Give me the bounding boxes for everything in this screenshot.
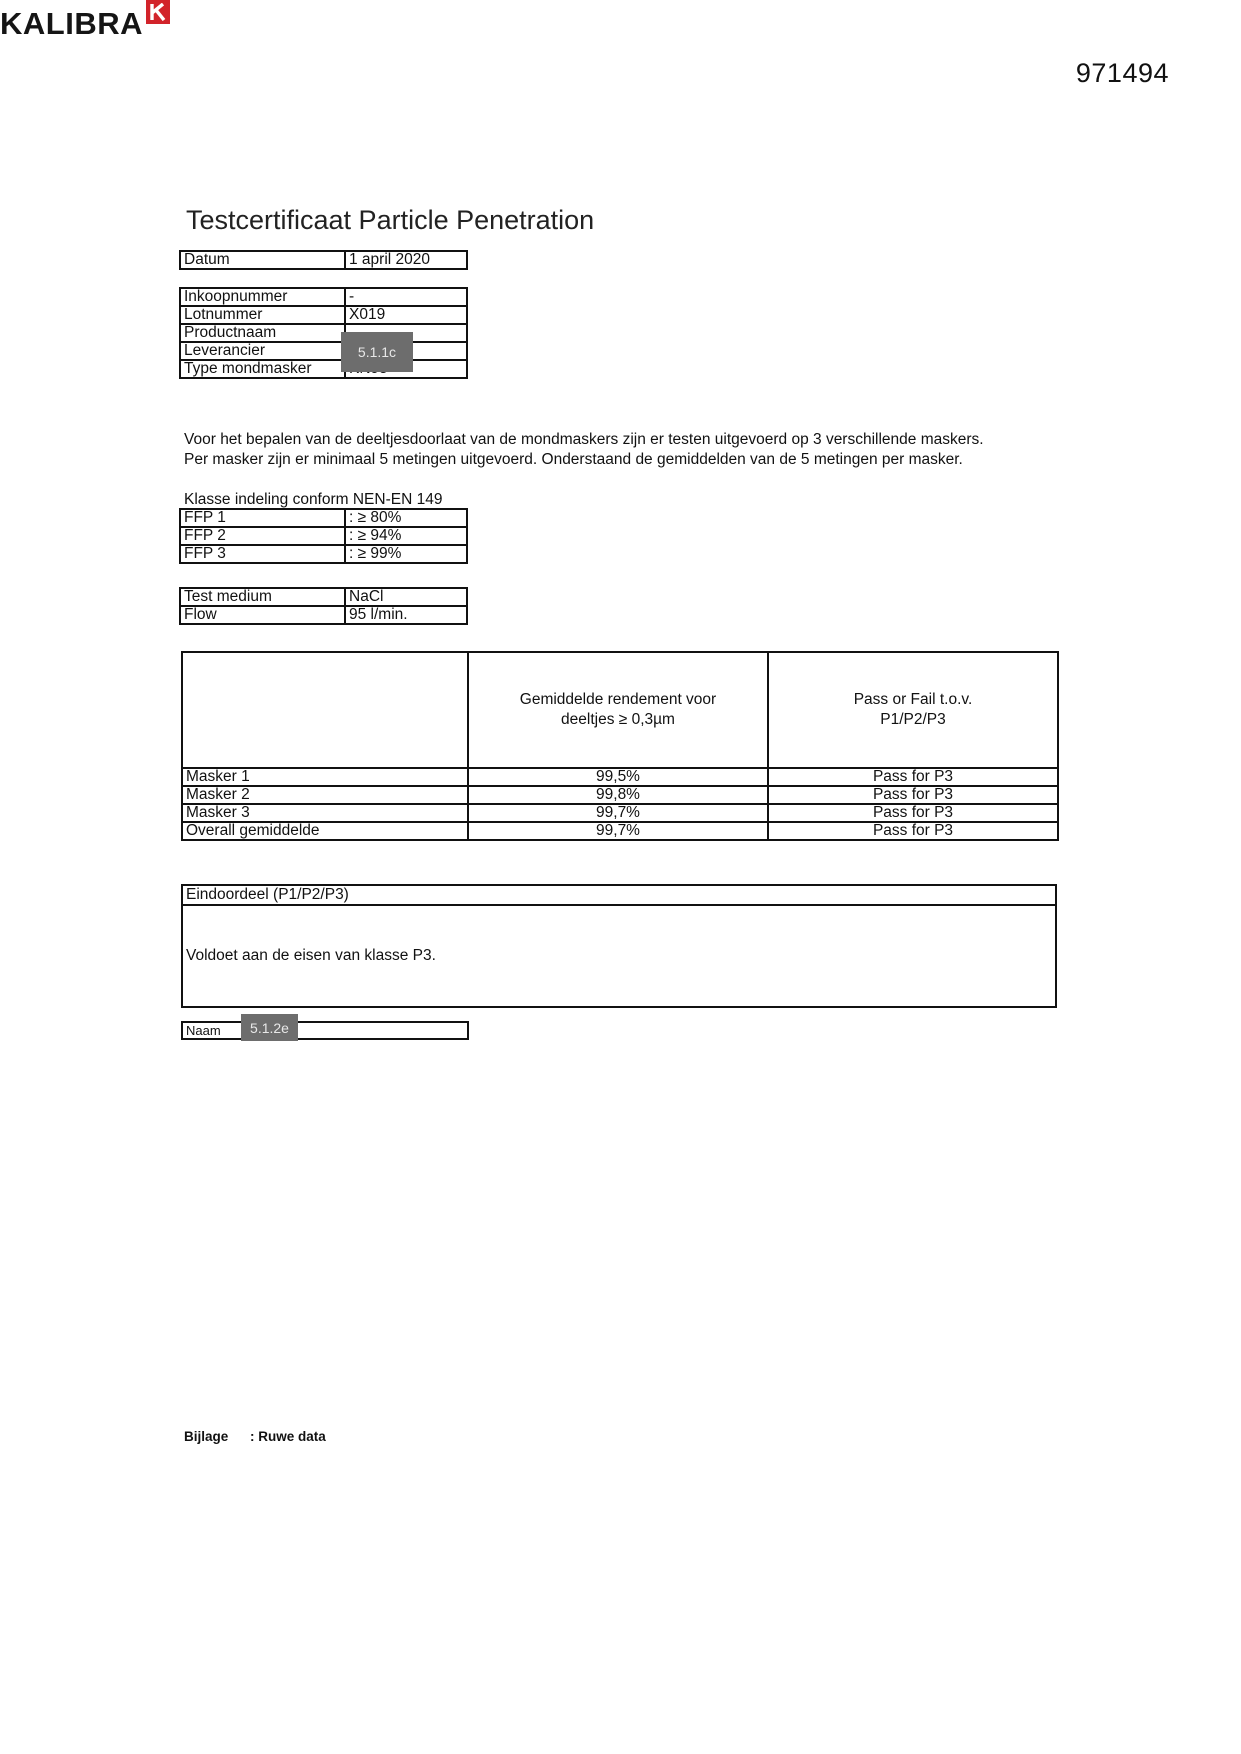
date-table (179, 250, 468, 270)
table-row (180, 342, 467, 360)
date-label: Datum (180, 251, 345, 269)
signature-field (181, 1021, 469, 1040)
table-row (180, 306, 467, 324)
flow-value: 95 l/min. (345, 606, 467, 624)
intro-line-1: Voor het bepalen van de deeltjesdoorlaat van de mondmaskers zijn er testen uitgevoerd op 3 verschillende maskers. (184, 431, 984, 448)
table-row (180, 606, 467, 624)
table-row (182, 786, 1058, 804)
conclusion-box (181, 884, 1057, 1008)
conclusion-text (183, 906, 1055, 1006)
attachment-label: Bijlage (184, 1429, 229, 1444)
results-header-empty (182, 652, 468, 768)
table-row (180, 527, 467, 545)
flow-label: Flow (180, 606, 345, 624)
header-text: Gemiddelde rendement voor (519, 691, 717, 708)
pass-fail-value: Pass for P3 (768, 768, 1058, 786)
class-table-caption: Klasse indeling conform NEN-EN 149 (184, 491, 443, 508)
kalibra-logo (0, 0, 1241, 39)
pass-fail-value: Pass for P3 (768, 822, 1058, 840)
table-row (180, 360, 467, 378)
efficiency-value: 99,5% (468, 768, 768, 786)
efficiency-value: 99,7% (468, 804, 768, 822)
mask-label: Masker 3 (182, 804, 468, 822)
purchase-number-label: Inkoopnummer (180, 288, 345, 306)
results-header-passfail (768, 652, 1058, 768)
conclusion-value: Voldoet aan de eisen van klasse P3. (186, 947, 436, 964)
conclusion-header: Eindoordeel (P1/P2/P3) (183, 886, 1055, 906)
header-text: Pass or Fail t.o.v. (853, 691, 973, 708)
test-medium-label: Test medium (180, 588, 345, 606)
logo-k-icon (146, 0, 170, 24)
pass-fail-value: Pass for P3 (768, 804, 1058, 822)
signature-label: Naam (186, 1023, 221, 1038)
class-value: : ≥ 99% (345, 545, 467, 563)
intro-line-2: Per masker zijn er minimaal 5 metingen uitgevoerd. Onderstaand de gemiddelden van de 5 metingen per masker. (184, 451, 963, 468)
mask-type-label: Type mondmasker (180, 360, 345, 378)
table-row (180, 588, 467, 606)
pass-fail-value: Pass for P3 (768, 786, 1058, 804)
table-row (182, 768, 1058, 786)
test-medium-value: NaCl (345, 588, 467, 606)
table-row (182, 822, 1058, 840)
lot-number-label: Lotnummer (180, 306, 345, 324)
results-table (181, 651, 1059, 841)
date-value: 1 april 2020 (345, 251, 467, 269)
redaction-box: 5.1.1c (341, 332, 413, 372)
lot-number-value: X019 (345, 306, 467, 324)
table-row (180, 288, 467, 306)
class-value: : ≥ 80% (345, 509, 467, 527)
class-label: FFP 1 (180, 509, 345, 527)
attachment-value: : Ruwe data (250, 1429, 326, 1444)
table-row (180, 324, 467, 342)
class-label: FFP 2 (180, 527, 345, 545)
logo-text: KALIBRA (0, 6, 143, 41)
header-text: P1/P2/P3 (880, 711, 946, 728)
efficiency-value: 99,8% (468, 786, 768, 804)
header-text: deeltjes ≥ 0,3µm (561, 711, 675, 728)
page-title: Testcertificaat Particle Penetration (186, 205, 595, 235)
results-header-row (182, 652, 1058, 768)
document-number: 971494 (1075, 58, 1169, 88)
test-conditions-table (179, 587, 468, 625)
product-name-label: Productnaam (180, 324, 345, 342)
results-header-efficiency (468, 652, 768, 768)
signature-redaction: 5.1.2e (241, 1014, 298, 1041)
mask-label: Overall gemiddelde (182, 822, 468, 840)
table-row (180, 251, 467, 269)
table-row (182, 804, 1058, 822)
purchase-number-value: - (345, 288, 467, 306)
product-table (179, 287, 468, 379)
table-row (180, 545, 467, 563)
class-table (179, 508, 468, 564)
table-row (180, 509, 467, 527)
mask-label: Masker 1 (182, 768, 468, 786)
class-label: FFP 3 (180, 545, 345, 563)
mask-label: Masker 2 (182, 786, 468, 804)
supplier-label: Leverancier (180, 342, 345, 360)
efficiency-value: 99,7% (468, 822, 768, 840)
class-value: : ≥ 94% (345, 527, 467, 545)
